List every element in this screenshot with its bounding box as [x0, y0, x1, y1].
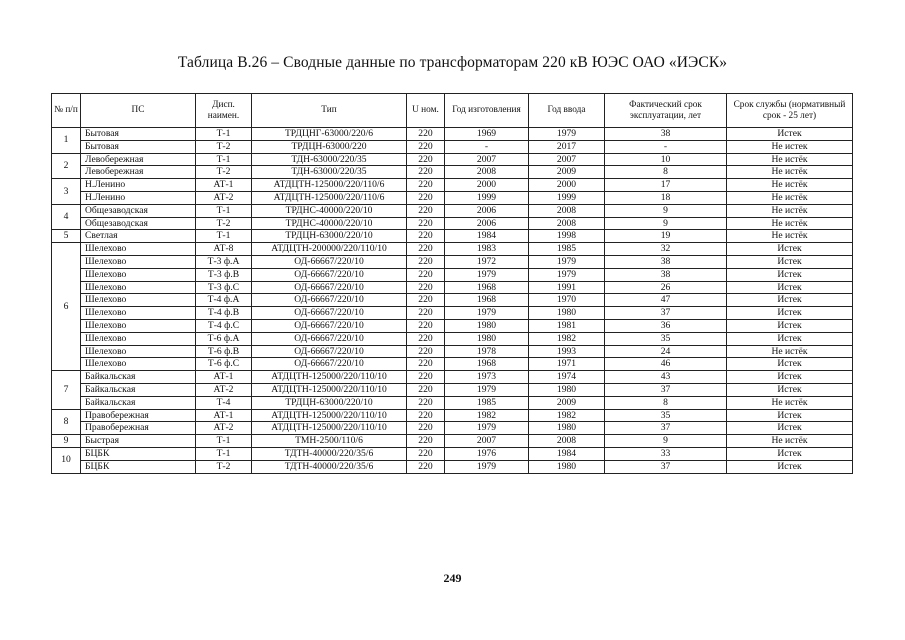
- service-life-cell: Не истёк: [727, 217, 853, 230]
- dispatch-name-cell: АТ-2: [196, 422, 252, 435]
- substation-cell: Шелехово: [81, 345, 196, 358]
- dispatch-name-cell: Т-6 ф.С: [196, 358, 252, 371]
- type-cell: АТДЦТН-125000/220/110/10: [252, 409, 407, 422]
- year-made-cell: 1978: [445, 345, 529, 358]
- year-commissioned-cell: 1999: [529, 191, 605, 204]
- year-made-cell: 1985: [445, 396, 529, 409]
- dispatch-name-cell: Т-4 ф.В: [196, 307, 252, 320]
- type-cell: ТРДЦН-63000/220/10: [252, 230, 407, 243]
- row-number-cell: 9: [52, 435, 81, 448]
- year-made-cell: 1979: [445, 422, 529, 435]
- service-life-cell: Не истёк: [727, 166, 853, 179]
- dispatch-name-cell: АТ-1: [196, 409, 252, 422]
- table-row: [52, 371, 853, 384]
- substation-cell: Байкальская: [81, 396, 196, 409]
- year-made-cell: 1979: [445, 307, 529, 320]
- service-life-cell: Не истёк: [727, 153, 853, 166]
- substation-cell: Шелехово: [81, 243, 196, 256]
- year-made-cell: 2006: [445, 217, 529, 230]
- actual-service-cell: 37: [605, 307, 727, 320]
- table-row: [52, 319, 853, 332]
- service-life-cell: Истек: [727, 358, 853, 371]
- year-commissioned-cell: 1993: [529, 345, 605, 358]
- dispatch-name-cell: Т-1: [196, 447, 252, 460]
- year-commissioned-cell: 1980: [529, 383, 605, 396]
- year-made-cell: 1968: [445, 281, 529, 294]
- year-made-cell: 2006: [445, 204, 529, 217]
- service-life-cell: Истек: [727, 255, 853, 268]
- actual-service-cell: 10: [605, 153, 727, 166]
- type-cell: АТДЦТН-125000/220/110/10: [252, 371, 407, 384]
- voltage-cell: 220: [407, 460, 445, 473]
- type-cell: ОД-66667/220/10: [252, 319, 407, 332]
- substation-cell: Шелехово: [81, 268, 196, 281]
- actual-service-cell: 19: [605, 230, 727, 243]
- table-row: [52, 422, 853, 435]
- dispatch-name-cell: Т-2: [196, 460, 252, 473]
- substation-cell: Шелехово: [81, 281, 196, 294]
- voltage-cell: 220: [407, 409, 445, 422]
- actual-service-cell: 18: [605, 191, 727, 204]
- year-made-cell: 2008: [445, 166, 529, 179]
- dispatch-name-cell: Т-3 ф.А: [196, 255, 252, 268]
- service-life-cell: Истек: [727, 243, 853, 256]
- actual-service-cell: 26: [605, 281, 727, 294]
- col-header-type: Тип: [252, 94, 407, 128]
- table-row: [52, 294, 853, 307]
- type-cell: ОД-66667/220/10: [252, 332, 407, 345]
- dispatch-name-cell: Т-6 ф.В: [196, 345, 252, 358]
- type-cell: ОД-66667/220/10: [252, 345, 407, 358]
- actual-service-cell: 37: [605, 383, 727, 396]
- type-cell: ТРДЦНГ-63000/220/6: [252, 128, 407, 141]
- voltage-cell: 220: [407, 345, 445, 358]
- year-made-cell: 2007: [445, 153, 529, 166]
- type-cell: АТДЦТН-125000/220/110/6: [252, 191, 407, 204]
- service-life-cell: Истек: [727, 128, 853, 141]
- service-life-cell: Истек: [727, 371, 853, 384]
- year-commissioned-cell: 2008: [529, 217, 605, 230]
- service-life-cell: Истек: [727, 281, 853, 294]
- year-made-cell: 1983: [445, 243, 529, 256]
- actual-service-cell: 37: [605, 422, 727, 435]
- substation-cell: Шелехово: [81, 307, 196, 320]
- service-life-cell: Не истёк: [727, 435, 853, 448]
- table-row: [52, 307, 853, 320]
- year-made-cell: 2000: [445, 179, 529, 192]
- row-number-cell: 6: [52, 243, 81, 371]
- substation-cell: Левобережная: [81, 166, 196, 179]
- voltage-cell: 220: [407, 396, 445, 409]
- col-header-service-life: Срок службы (нормативный срок - 25 лет): [727, 94, 853, 128]
- substation-cell: Бытовая: [81, 140, 196, 153]
- year-commissioned-cell: 1981: [529, 319, 605, 332]
- substation-cell: Н.Ленино: [81, 179, 196, 192]
- actual-service-cell: 37: [605, 460, 727, 473]
- service-life-cell: Истек: [727, 383, 853, 396]
- service-life-cell: Истек: [727, 460, 853, 473]
- substation-cell: Бытовая: [81, 128, 196, 141]
- actual-service-cell: 8: [605, 396, 727, 409]
- voltage-cell: 220: [407, 422, 445, 435]
- year-commissioned-cell: 1998: [529, 230, 605, 243]
- type-cell: АТДЦТН-125000/220/110/6: [252, 179, 407, 192]
- year-commissioned-cell: 1970: [529, 294, 605, 307]
- service-life-cell: Истек: [727, 447, 853, 460]
- year-commissioned-cell: 1982: [529, 332, 605, 345]
- type-cell: ТДТН-40000/220/35/6: [252, 460, 407, 473]
- type-cell: АТДЦТН-125000/220/110/10: [252, 383, 407, 396]
- actual-service-cell: 8: [605, 166, 727, 179]
- table-row: [52, 191, 853, 204]
- type-cell: ТРДНС-40000/220/10: [252, 204, 407, 217]
- type-cell: АТДЦТН-125000/220/110/10: [252, 422, 407, 435]
- year-made-cell: 1976: [445, 447, 529, 460]
- substation-cell: Общезаводская: [81, 204, 196, 217]
- table-row: [52, 204, 853, 217]
- voltage-cell: 220: [407, 281, 445, 294]
- type-cell: ОД-66667/220/10: [252, 294, 407, 307]
- voltage-cell: 220: [407, 191, 445, 204]
- dispatch-name-cell: Т-6 ф.А: [196, 332, 252, 345]
- year-made-cell: 1980: [445, 332, 529, 345]
- year-commissioned-cell: 2009: [529, 396, 605, 409]
- table-row: [52, 243, 853, 256]
- service-life-cell: Истек: [727, 294, 853, 307]
- voltage-cell: 220: [407, 294, 445, 307]
- substation-cell: Правобережная: [81, 409, 196, 422]
- page-number: 249: [443, 571, 462, 585]
- transformer-data-table: [51, 93, 853, 474]
- year-made-cell: 1984: [445, 230, 529, 243]
- year-made-cell: 1968: [445, 358, 529, 371]
- dispatch-name-cell: Т-1: [196, 435, 252, 448]
- col-header-year-commissioned: Год ввода: [529, 94, 605, 128]
- substation-cell: БЦБК: [81, 447, 196, 460]
- col-header-substation: ПС: [81, 94, 196, 128]
- service-life-cell: Не истек: [727, 140, 853, 153]
- dispatch-name-cell: АТ-2: [196, 383, 252, 396]
- substation-cell: БЦБК: [81, 460, 196, 473]
- dispatch-name-cell: АТ-8: [196, 243, 252, 256]
- dispatch-name-cell: Т-2: [196, 166, 252, 179]
- service-life-cell: Не истёк: [727, 345, 853, 358]
- year-made-cell: -: [445, 140, 529, 153]
- col-header-dispatch-name: Дисп. наимен.: [196, 94, 252, 128]
- type-cell: АТДЦТН-200000/220/110/10: [252, 243, 407, 256]
- table-row: [52, 460, 853, 473]
- voltage-cell: 220: [407, 128, 445, 141]
- dispatch-name-cell: АТ-1: [196, 179, 252, 192]
- row-number-cell: 4: [52, 204, 81, 230]
- table-row: [52, 153, 853, 166]
- year-commissioned-cell: 1979: [529, 268, 605, 281]
- table-row: [52, 255, 853, 268]
- year-commissioned-cell: 1979: [529, 255, 605, 268]
- service-life-cell: Не истёк: [727, 204, 853, 217]
- actual-service-cell: 35: [605, 332, 727, 345]
- substation-cell: Быстрая: [81, 435, 196, 448]
- year-commissioned-cell: 1982: [529, 409, 605, 422]
- actual-service-cell: 43: [605, 371, 727, 384]
- dispatch-name-cell: АТ-1: [196, 371, 252, 384]
- substation-cell: Байкальская: [81, 371, 196, 384]
- voltage-cell: 220: [407, 268, 445, 281]
- table-row: [52, 332, 853, 345]
- row-number-cell: 1: [52, 128, 81, 154]
- table-row: [52, 435, 853, 448]
- voltage-cell: 220: [407, 383, 445, 396]
- dispatch-name-cell: Т-1: [196, 128, 252, 141]
- table-row: [52, 166, 853, 179]
- table-row: [52, 358, 853, 371]
- actual-service-cell: 32: [605, 243, 727, 256]
- table-title: Таблица В.26 – Сводные данные по трансформаторам 220 кВ ЮЭС ОАО «ИЭСК»: [177, 54, 728, 71]
- year-made-cell: 1979: [445, 383, 529, 396]
- table-row: [52, 396, 853, 409]
- actual-service-cell: 17: [605, 179, 727, 192]
- year-commissioned-cell: 1980: [529, 460, 605, 473]
- service-life-cell: Истек: [727, 268, 853, 281]
- substation-cell: Н.Ленино: [81, 191, 196, 204]
- year-commissioned-cell: 1991: [529, 281, 605, 294]
- substation-cell: Шелехово: [81, 319, 196, 332]
- substation-cell: Правобережная: [81, 422, 196, 435]
- voltage-cell: 220: [407, 153, 445, 166]
- voltage-cell: 220: [407, 243, 445, 256]
- year-made-cell: 2007: [445, 435, 529, 448]
- table-row: [52, 281, 853, 294]
- table-row: [52, 383, 853, 396]
- year-made-cell: 1972: [445, 255, 529, 268]
- dispatch-name-cell: Т-3 ф.В: [196, 268, 252, 281]
- year-commissioned-cell: 2008: [529, 435, 605, 448]
- table-row: [52, 128, 853, 141]
- actual-service-cell: -: [605, 140, 727, 153]
- table-body: [52, 128, 853, 474]
- voltage-cell: 220: [407, 255, 445, 268]
- table-row: [52, 140, 853, 153]
- year-commissioned-cell: 2017: [529, 140, 605, 153]
- year-commissioned-cell: 1971: [529, 358, 605, 371]
- year-commissioned-cell: 2007: [529, 153, 605, 166]
- table-row: [52, 268, 853, 281]
- table-row: [52, 217, 853, 230]
- service-life-cell: Не истёк: [727, 230, 853, 243]
- row-number-cell: 5: [52, 230, 81, 243]
- service-life-cell: Не истёк: [727, 396, 853, 409]
- type-cell: ТРДЦН-63000/220: [252, 140, 407, 153]
- service-life-cell: Истек: [727, 332, 853, 345]
- type-cell: ОД-66667/220/10: [252, 358, 407, 371]
- service-life-cell: Истек: [727, 319, 853, 332]
- year-made-cell: 1979: [445, 460, 529, 473]
- row-number-cell: 3: [52, 179, 81, 205]
- substation-cell: Левобережная: [81, 153, 196, 166]
- dispatch-name-cell: Т-3 ф.С: [196, 281, 252, 294]
- type-cell: ОД-66667/220/10: [252, 268, 407, 281]
- substation-cell: Шелехово: [81, 294, 196, 307]
- year-commissioned-cell: 1980: [529, 307, 605, 320]
- row-number-cell: 8: [52, 409, 81, 435]
- substation-cell: Шелехово: [81, 332, 196, 345]
- substation-cell: Общезаводская: [81, 217, 196, 230]
- type-cell: ТДН-63000/220/35: [252, 153, 407, 166]
- dispatch-name-cell: Т-2: [196, 140, 252, 153]
- dispatch-name-cell: АТ-2: [196, 191, 252, 204]
- table-row: [52, 230, 853, 243]
- actual-service-cell: 47: [605, 294, 727, 307]
- service-life-cell: Истек: [727, 409, 853, 422]
- service-life-cell: Не истёк: [727, 191, 853, 204]
- voltage-cell: 220: [407, 435, 445, 448]
- dispatch-name-cell: Т-2: [196, 217, 252, 230]
- voltage-cell: 220: [407, 204, 445, 217]
- year-made-cell: 1969: [445, 128, 529, 141]
- substation-cell: Шелехово: [81, 255, 196, 268]
- voltage-cell: 220: [407, 179, 445, 192]
- service-life-cell: Не истёк: [727, 179, 853, 192]
- voltage-cell: 220: [407, 447, 445, 460]
- type-cell: ОД-66667/220/10: [252, 281, 407, 294]
- actual-service-cell: 33: [605, 447, 727, 460]
- year-commissioned-cell: 1984: [529, 447, 605, 460]
- type-cell: ТДН-63000/220/35: [252, 166, 407, 179]
- dispatch-name-cell: Т-4: [196, 396, 252, 409]
- year-made-cell: 1979: [445, 268, 529, 281]
- year-commissioned-cell: 1974: [529, 371, 605, 384]
- actual-service-cell: 9: [605, 435, 727, 448]
- actual-service-cell: 24: [605, 345, 727, 358]
- year-commissioned-cell: 1980: [529, 422, 605, 435]
- type-cell: ОД-66667/220/10: [252, 255, 407, 268]
- table-row: [52, 409, 853, 422]
- voltage-cell: 220: [407, 332, 445, 345]
- voltage-cell: 220: [407, 217, 445, 230]
- voltage-cell: 220: [407, 307, 445, 320]
- dispatch-name-cell: Т-1: [196, 204, 252, 217]
- year-made-cell: 1980: [445, 319, 529, 332]
- year-commissioned-cell: 2009: [529, 166, 605, 179]
- actual-service-cell: 9: [605, 217, 727, 230]
- year-commissioned-cell: 2008: [529, 204, 605, 217]
- dispatch-name-cell: Т-1: [196, 153, 252, 166]
- substation-cell: Байкальская: [81, 383, 196, 396]
- table-row: [52, 447, 853, 460]
- service-life-cell: Истек: [727, 422, 853, 435]
- dispatch-name-cell: Т-4 ф.С: [196, 319, 252, 332]
- table-row: [52, 345, 853, 358]
- actual-service-cell: 38: [605, 128, 727, 141]
- type-cell: ОД-66667/220/10: [252, 307, 407, 320]
- header-row: [52, 94, 853, 128]
- row-number-cell: 2: [52, 153, 81, 179]
- year-commissioned-cell: 1985: [529, 243, 605, 256]
- voltage-cell: 220: [407, 371, 445, 384]
- actual-service-cell: 38: [605, 268, 727, 281]
- year-made-cell: 1973: [445, 371, 529, 384]
- year-made-cell: 1982: [445, 409, 529, 422]
- col-header-voltage: U ном.: [407, 94, 445, 128]
- row-number-cell: 7: [52, 371, 81, 409]
- voltage-cell: 220: [407, 358, 445, 371]
- year-commissioned-cell: 2000: [529, 179, 605, 192]
- voltage-cell: 220: [407, 166, 445, 179]
- year-commissioned-cell: 1979: [529, 128, 605, 141]
- voltage-cell: 220: [407, 230, 445, 243]
- col-header-num: № п/п: [52, 94, 81, 128]
- actual-service-cell: 36: [605, 319, 727, 332]
- actual-service-cell: 46: [605, 358, 727, 371]
- voltage-cell: 220: [407, 319, 445, 332]
- table-row: [52, 179, 853, 192]
- col-header-year-made: Год изготовления: [445, 94, 529, 128]
- year-made-cell: 1968: [445, 294, 529, 307]
- actual-service-cell: 9: [605, 204, 727, 217]
- type-cell: ТМН-2500/110/6: [252, 435, 407, 448]
- voltage-cell: 220: [407, 140, 445, 153]
- type-cell: ТРДНС-40000/220/10: [252, 217, 407, 230]
- col-header-actual-service: Фактический срок эксплуатации, лет: [605, 94, 727, 128]
- type-cell: ТРДЦН-63000/220/10: [252, 396, 407, 409]
- year-made-cell: 1999: [445, 191, 529, 204]
- dispatch-name-cell: Т-1: [196, 230, 252, 243]
- row-number-cell: 10: [52, 447, 81, 473]
- dispatch-name-cell: Т-4 ф.А: [196, 294, 252, 307]
- substation-cell: Светлая: [81, 230, 196, 243]
- actual-service-cell: 38: [605, 255, 727, 268]
- actual-service-cell: 35: [605, 409, 727, 422]
- substation-cell: Шелехово: [81, 358, 196, 371]
- type-cell: ТДТН-40000/220/35/6: [252, 447, 407, 460]
- service-life-cell: Истек: [727, 307, 853, 320]
